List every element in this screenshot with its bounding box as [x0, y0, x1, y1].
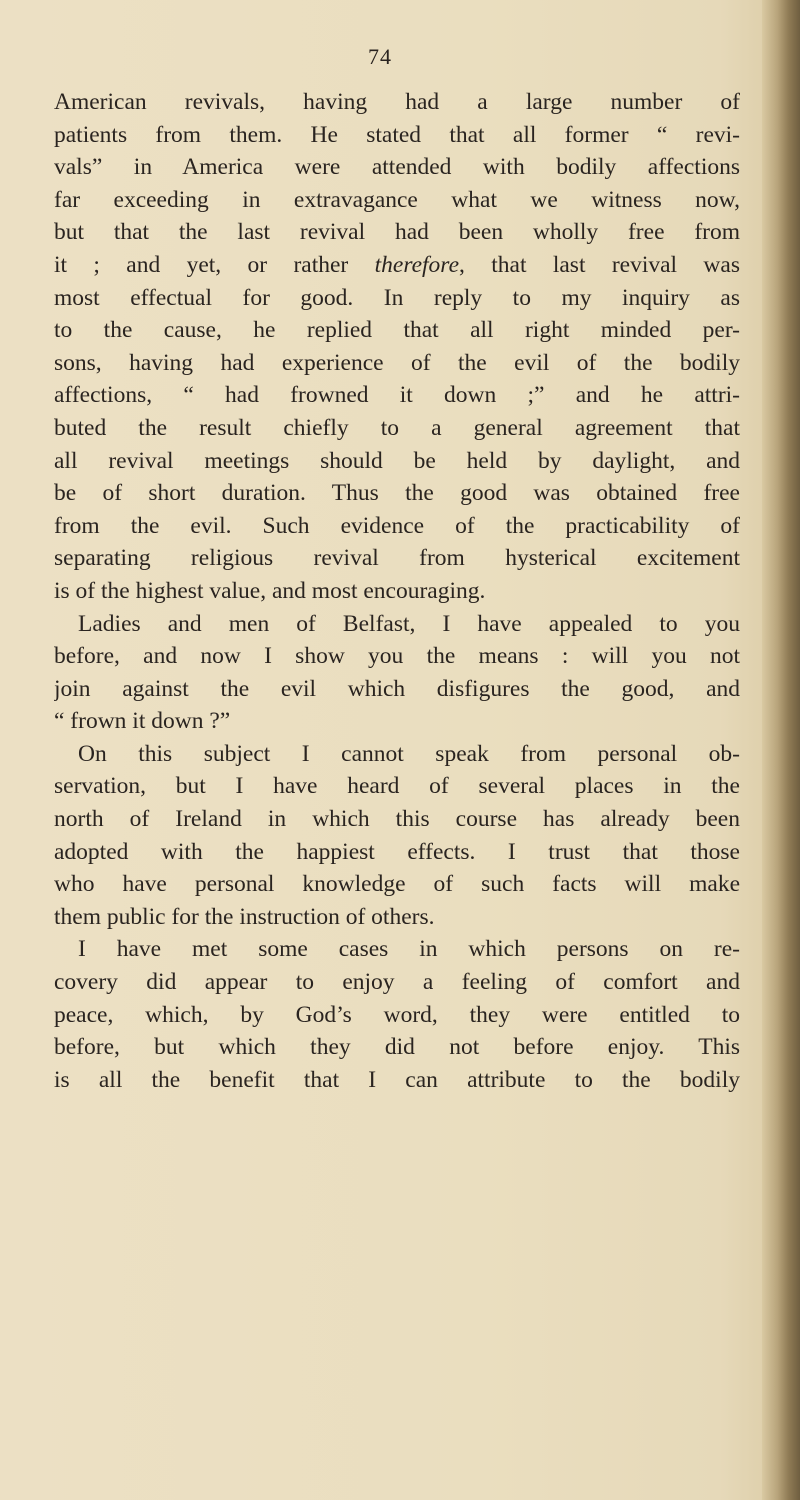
text-line: buted the result chiefly to a general agreement that	[54, 414, 740, 441]
text-line: be of short duration. Thus the good was obtained free	[54, 480, 740, 507]
text-line: from the evil. Such evidence of the practicability of	[54, 512, 740, 539]
text-line: to the cause, he replied that all right minded per-	[54, 317, 740, 344]
text-line: before, but which they did not before enjoy. This	[54, 1034, 740, 1061]
text-line: it ; and yet, or rather therefore, that last revival was	[54, 251, 740, 278]
page-number: 74	[368, 44, 392, 69]
text-line: peace, which, by God’s word, they were entitled to	[54, 1001, 740, 1028]
text-line: join against the evil which disfigures the good, and	[54, 675, 740, 702]
text-line: On this subject I cannot speak from personal ob-	[78, 740, 740, 767]
text-line: servation, but I have heard of several places in the	[54, 773, 740, 800]
text-line: who have personal knowledge of such facts will make	[54, 871, 740, 898]
text-line: I have met some cases in which persons on re-	[78, 936, 740, 963]
text-line: patients from them. He stated that all former “ revi-	[54, 121, 740, 148]
text-line: adopted with the happiest effects. I trust that those	[54, 838, 740, 865]
text-line: covery did appear to enjoy a feeling of comfort and	[54, 969, 740, 996]
text-line: American revivals, having had a large number of	[54, 89, 740, 115]
text-line: is all the benefit that I can attribute to the bodily	[54, 1066, 740, 1093]
text-line: is of the highest value, and most encouraging.	[54, 577, 486, 604]
text-line: separating religious revival from hysterical excitement	[54, 545, 740, 572]
text-line: north of Ireland in which this course has already been	[54, 806, 740, 833]
text-line: but that the last revival had been wholly free from	[54, 219, 740, 246]
text-line: them public for the instruction of others.	[54, 903, 435, 930]
text-line: vals” in America were attended with bodily affections	[54, 154, 740, 181]
text-line: far exceeding in extravagance what we witness now,	[54, 186, 740, 213]
page-edge-shadow	[762, 0, 800, 1500]
text-line: most effectual for good. In reply to my inquiry as	[54, 284, 740, 311]
text-line: “ frown it down ?”	[54, 708, 231, 735]
text-line: affections, “ had frowned it down ;” and he attri-	[54, 382, 740, 409]
text-line: all revival meetings should be held by daylight, and	[54, 447, 740, 474]
body-text	[54, 86, 740, 1096]
text-line: sons, having had experience of the evil of the bodily	[54, 349, 740, 376]
text-line: before, and now I show you the means : will you not	[54, 643, 740, 670]
text-line: Ladies and men of Belfast, I have appealed to you	[78, 610, 740, 637]
